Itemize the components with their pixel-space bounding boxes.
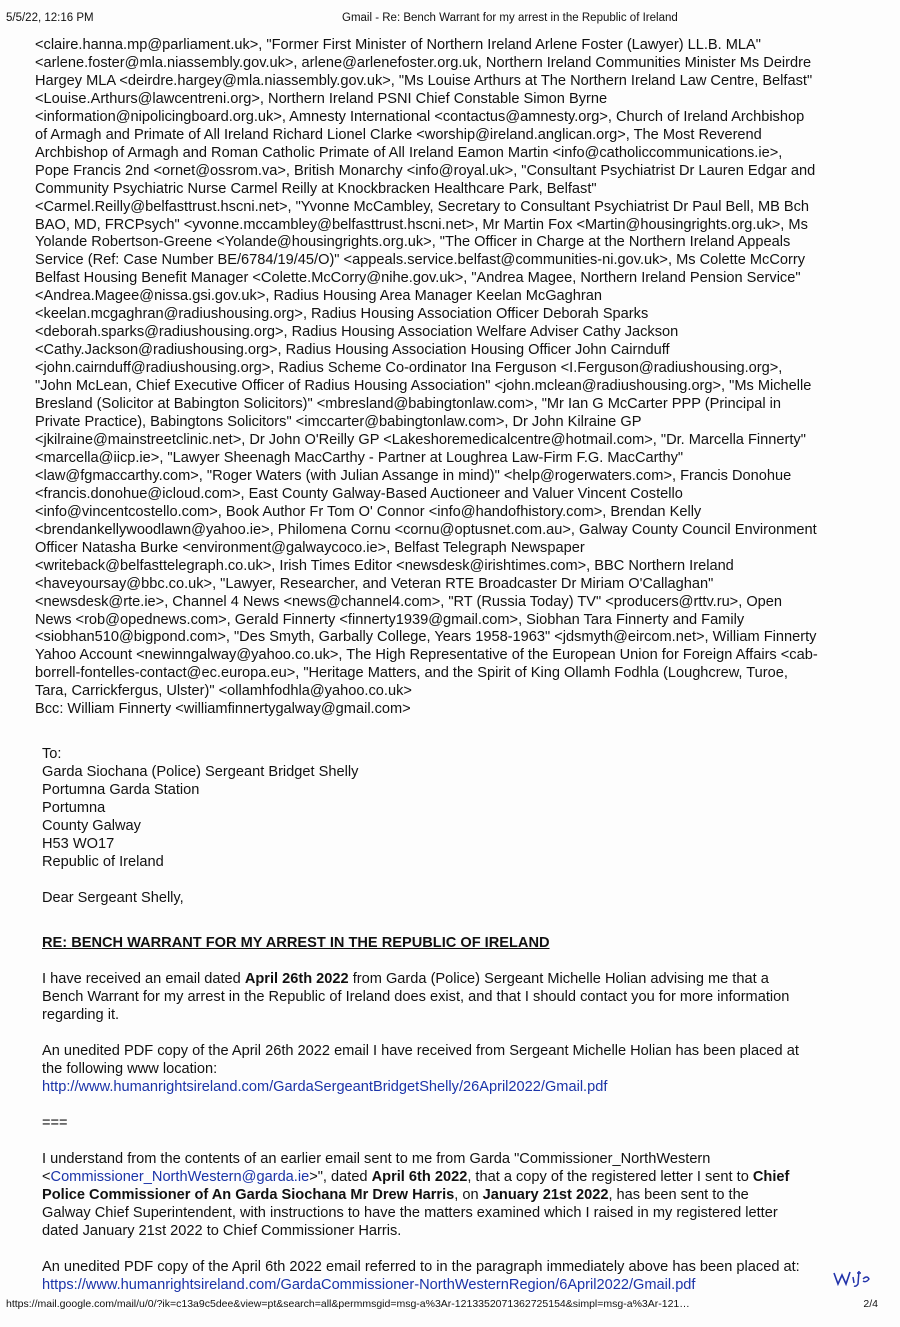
address-line: Republic of Ireland: [42, 854, 164, 870]
recipient-line: <Cathy.Jackson@radiushousing.org>, Radius Housing Association Housing Officer John Cairnduff: [35, 342, 670, 359]
recipient-line: <information@nipolicingboard.org.uk>, Amnesty International <contactus@amnesty.org>, Church of Ireland Archbishop: [35, 108, 805, 125]
page-number: 2/4: [863, 1298, 878, 1310]
recipient-list: [35, 37, 873, 719]
separator: ===: [42, 1115, 68, 1131]
recipient-line: <jkilraine@mainstreetclinic.net>, Dr John O'Reilly GP <Lakeshoremedicalcentre@hotmail.com>, "Dr. Marcella Finnerty": [35, 431, 806, 448]
recipient-line: <haveyoursay@bbc.co.uk>, "Lawyer, Researcher, and Veteran RTE Broadcaster Dr Miriam O'Callaghan": [35, 575, 714, 592]
recipient-line: BAO, MD, FRCPsych" <yvonne.mccambley@belfasttrust.hscni.net>, Mr Martin Fox <Martin@housingrights.org.uk>, Ms: [35, 216, 808, 233]
recipient-line: <law@fgmaccarthy.com>, "Roger Waters (with Julian Assange in mind)" <help@rogerwaters.com>, Francis Donohue: [35, 467, 792, 484]
address-line: Portumna Garda Station: [42, 782, 200, 798]
letter-body: [42, 745, 872, 1294]
recipient-line: of Armagh and Primate of All Ireland Richard Lionel Clarke <worship@ireland.anglican.org>, The Most Reverend: [35, 126, 762, 143]
recipient-line: <info@vincentcostello.com>, Book Author Fr Tom O' Connor <info@handofhistory.com>, Brendan Kelly: [35, 503, 702, 520]
recipient-line: "John McLean, Chief Executive Officer of Radius Housing Association" <john.mclean@radiushousing.org>, "Ms Michelle: [35, 378, 812, 395]
recipient-line: Private Practice), Babingtons Solicitors" <imccarter@babingtonlaw.com>, Dr John Kilraine GP: [35, 414, 642, 431]
paragraph-2: An unedited PDF copy of the April 26th 2022 email I have received from Sergeant Michelle Holian has been placed at the following www location: http://www.humanrightsireland.com/GardaSergeantBridgetShelly/26April2022/Gmail.pdf: [42, 1043, 799, 1095]
footer-url: https://mail.google.com/mail/u/0/?ik=c13a9c5dee&view=pt&search=all&permmsgid=msg-a%3Ar-1213352071362725154&simpl=msg-a%3Ar-121…: [6, 1298, 690, 1310]
print-title: Gmail - Re: Bench Warrant for my arrest in the Republic of Ireland: [342, 12, 678, 24]
address-line: H53 WO17: [42, 836, 115, 852]
paragraph-3: I understand from the contents of an earlier email sent to me from Garda "Commissioner_NorthWestern <Commissioner_NorthWestern@garda.ie>", dated April 6th 2022, that a copy of the registered letter I sent to Chief Police Commissioner of An Garda Siochana Mr Drew Harris, on January 21st 2022, has been sent to the Galway Chief Superintendent, with instructions to have the matters examined which I raised in my registered letter dated January 21st 2022 to Chief Commissioner Harris.: [42, 1151, 790, 1239]
recipient-line: <keelan.mcgaghran@radiushousing.org>, Radius Housing Association Officer Deborah Sparks: [35, 306, 649, 323]
recipient-line: <brendankellywoodlawn@yahoo.ie>, Philomena Cornu <cornu@optusnet.com.au>, Galway County Council Environment: [35, 521, 817, 538]
commissioner-email-link[interactable]: Commissioner_NorthWestern@garda.ie: [50, 1169, 310, 1185]
recipient-line: <siobhan510@bigpond.com>, "Des Smyth, Garbally College, Years 1958-1963" <jdsmyth@eircom.net>, William Finnerty: [35, 629, 817, 646]
recipient-line: Bresland (Solicitor at Babington Solicitors)" <mbresland@babingtonlaw.com>, "Mr Ian G McCarter PPP (Principal in: [35, 396, 781, 413]
recipient-line: <arlene.foster@mla.niassembly.gov.uk>, arlene@arlenefoster.org.uk, Northern Ireland Communities Minister Ms Deirdre: [35, 54, 812, 71]
recipient-line: Archbishop of Armagh and Roman Catholic Primate of All Ireland Eamon Martin <info@catholiccommunications.ie>,: [35, 144, 783, 161]
subject-line: RE: BENCH WARRANT FOR MY ARREST IN THE REPUBLIC OF IRELAND: [42, 935, 550, 951]
recipient-line: <claire.hanna.mp@parliament.uk>, "Former First Minister of Northern Ireland Arlene Foster (Lawyer) LL.B. MLA": [35, 37, 761, 53]
recipient-line: Community Psychiatric Nurse Carmel Reilly at Knockbracken Healthcare Park, Belfast": [35, 180, 597, 197]
address-line: County Galway: [42, 818, 141, 834]
recipient-line: Service (Ref: Case Number BE/6784/19/45/O)" <appeals.service.belfast@communities-ni.gov.uk>, Ms Colette McCorry: [35, 252, 805, 269]
recipient-line: Belfast Housing Benefit Manager <Colette.McCorry@nihe.gov.uk>, "Andrea Magee, Northern Ireland Pension Service": [35, 270, 801, 287]
print-footer: [6, 1298, 896, 1314]
recipient-line: <Louise.Arthurs@lawcentreni.org>, Northern Ireland PSNI Chief Constable Simon Byrne: [35, 90, 608, 107]
salutation: Dear Sergeant Shelly,: [42, 890, 184, 906]
address-line: Portumna: [42, 800, 106, 816]
paragraph-4: An unedited PDF copy of the April 6th 2022 email referred to in the paragraph immediately above has been placed at: https://www.humanrightsireland.com/GardaCommissioner-NorthWesternRegion/6April2022/Gmail.pdf: [42, 1259, 800, 1293]
pdf-link-april26[interactable]: http://www.humanrightsireland.com/GardaSergeantBridgetShelly/26April2022/Gmail.pdf: [42, 1079, 608, 1095]
print-date: 5/5/22, 12:16 PM: [6, 12, 94, 24]
address-line: Garda Siochana (Police) Sergeant Bridget Shelly: [42, 764, 359, 780]
recipient-line: Officer Natasha Burke <environment@galwaycoco.ie>, Belfast Telegraph Newspaper: [35, 539, 585, 556]
print-header: [0, 12, 900, 30]
to-label: To:: [42, 746, 62, 762]
recipient-line: Hargey MLA <deirdre.hargey@mla.niassembly.gov.uk>, "Ms Louise Arthurs at The Northern Ireland Law Centre, Belfast": [35, 72, 813, 89]
recipient-line: <marcella@iicp.ie>, "Lawyer Sheenagh MacCarthy - Partner at Loughrea Law-Firm F.G. MacCarthy": [35, 449, 684, 466]
handwritten-initials: [832, 1267, 872, 1289]
paragraph-1: I have received an email dated April 26th 2022 from Garda (Police) Sergeant Michelle Holian advising me that a Bench Warrant for my arrest in the Republic of Ireland does exist, and that I should contact you for more information regarding it.: [42, 971, 790, 1023]
recipient-line: News <rob@opednews.com>, Gerald Finnerty <finnerty1939@gmail.com>, Siobhan Tara Finnerty and Family: [35, 611, 745, 628]
recipient-line: <deborah.sparks@radiushousing.org>, Radius Housing Association Welfare Adviser Cathy Jackson: [35, 324, 679, 341]
pdf-link-april6[interactable]: https://www.humanrightsireland.com/GardaCommissioner-NorthWesternRegion/6April2022/Gmail.pdf: [42, 1277, 696, 1293]
recipient-line: <writeback@belfasttelegraph.co.uk>, Irish Times Editor <newsdesk@irishtimes.com>, BBC Northern Ireland: [35, 557, 734, 574]
recipient-line: Yolande Robertson-Greene <Yolande@housingrights.org.uk>, "The Officer in Charge at the Northern Ireland Appeals: [35, 234, 791, 251]
recipient-line: Yahoo Account <newinngalway@yahoo.co.uk>, The High Representative of the European Union for Foreign Affairs <cab-: [35, 647, 818, 664]
address-block: [42, 745, 872, 871]
recipient-line: Tara, Carrickfergus, Ulster)" <ollamhfodhla@yahoo.co.uk>: [35, 683, 412, 700]
recipient-line: <newsdesk@rte.ie>, Channel 4 News <news@channel4.com>, "RT (Russia Today) TV" <producers@rttv.ru>, Open: [35, 593, 783, 610]
recipient-line: Pope Francis 2nd <ornet@ossrom.va>, British Monarchy <info@royal.uk>, "Consultant Psychiatrist Dr Lauren Edgar and: [35, 162, 816, 179]
recipient-line: borrell-fontelles-contact@ec.europa.eu>, "Heritage Matters, and the Spirit of King Ollamh Fodhla (Loughcrew, Turoe,: [35, 665, 788, 682]
recipient-line: Bcc: William Finnerty <williamfinnertygalway@gmail.com>: [35, 701, 411, 718]
recipient-line: <Carmel.Reilly@belfasttrust.hscni.net>, "Yvonne McCambley, Secretary to Consultant Psychiatrist Dr Paul Bell, MB Bch: [35, 198, 810, 215]
recipient-line: <Andrea.Magee@nissa.gsi.gov.uk>, Radius Housing Area Manager Keelan McGaghran: [35, 288, 603, 305]
recipient-line: <john.cairnduff@radiushousing.org>, Radius Scheme Co-ordinator Ina Ferguson <I.Ferguson@radiushousing.org>,: [35, 360, 783, 377]
recipient-line: <francis.donohue@icloud.com>, East County Galway-Based Auctioneer and Valuer Vincent Costello: [35, 485, 683, 502]
